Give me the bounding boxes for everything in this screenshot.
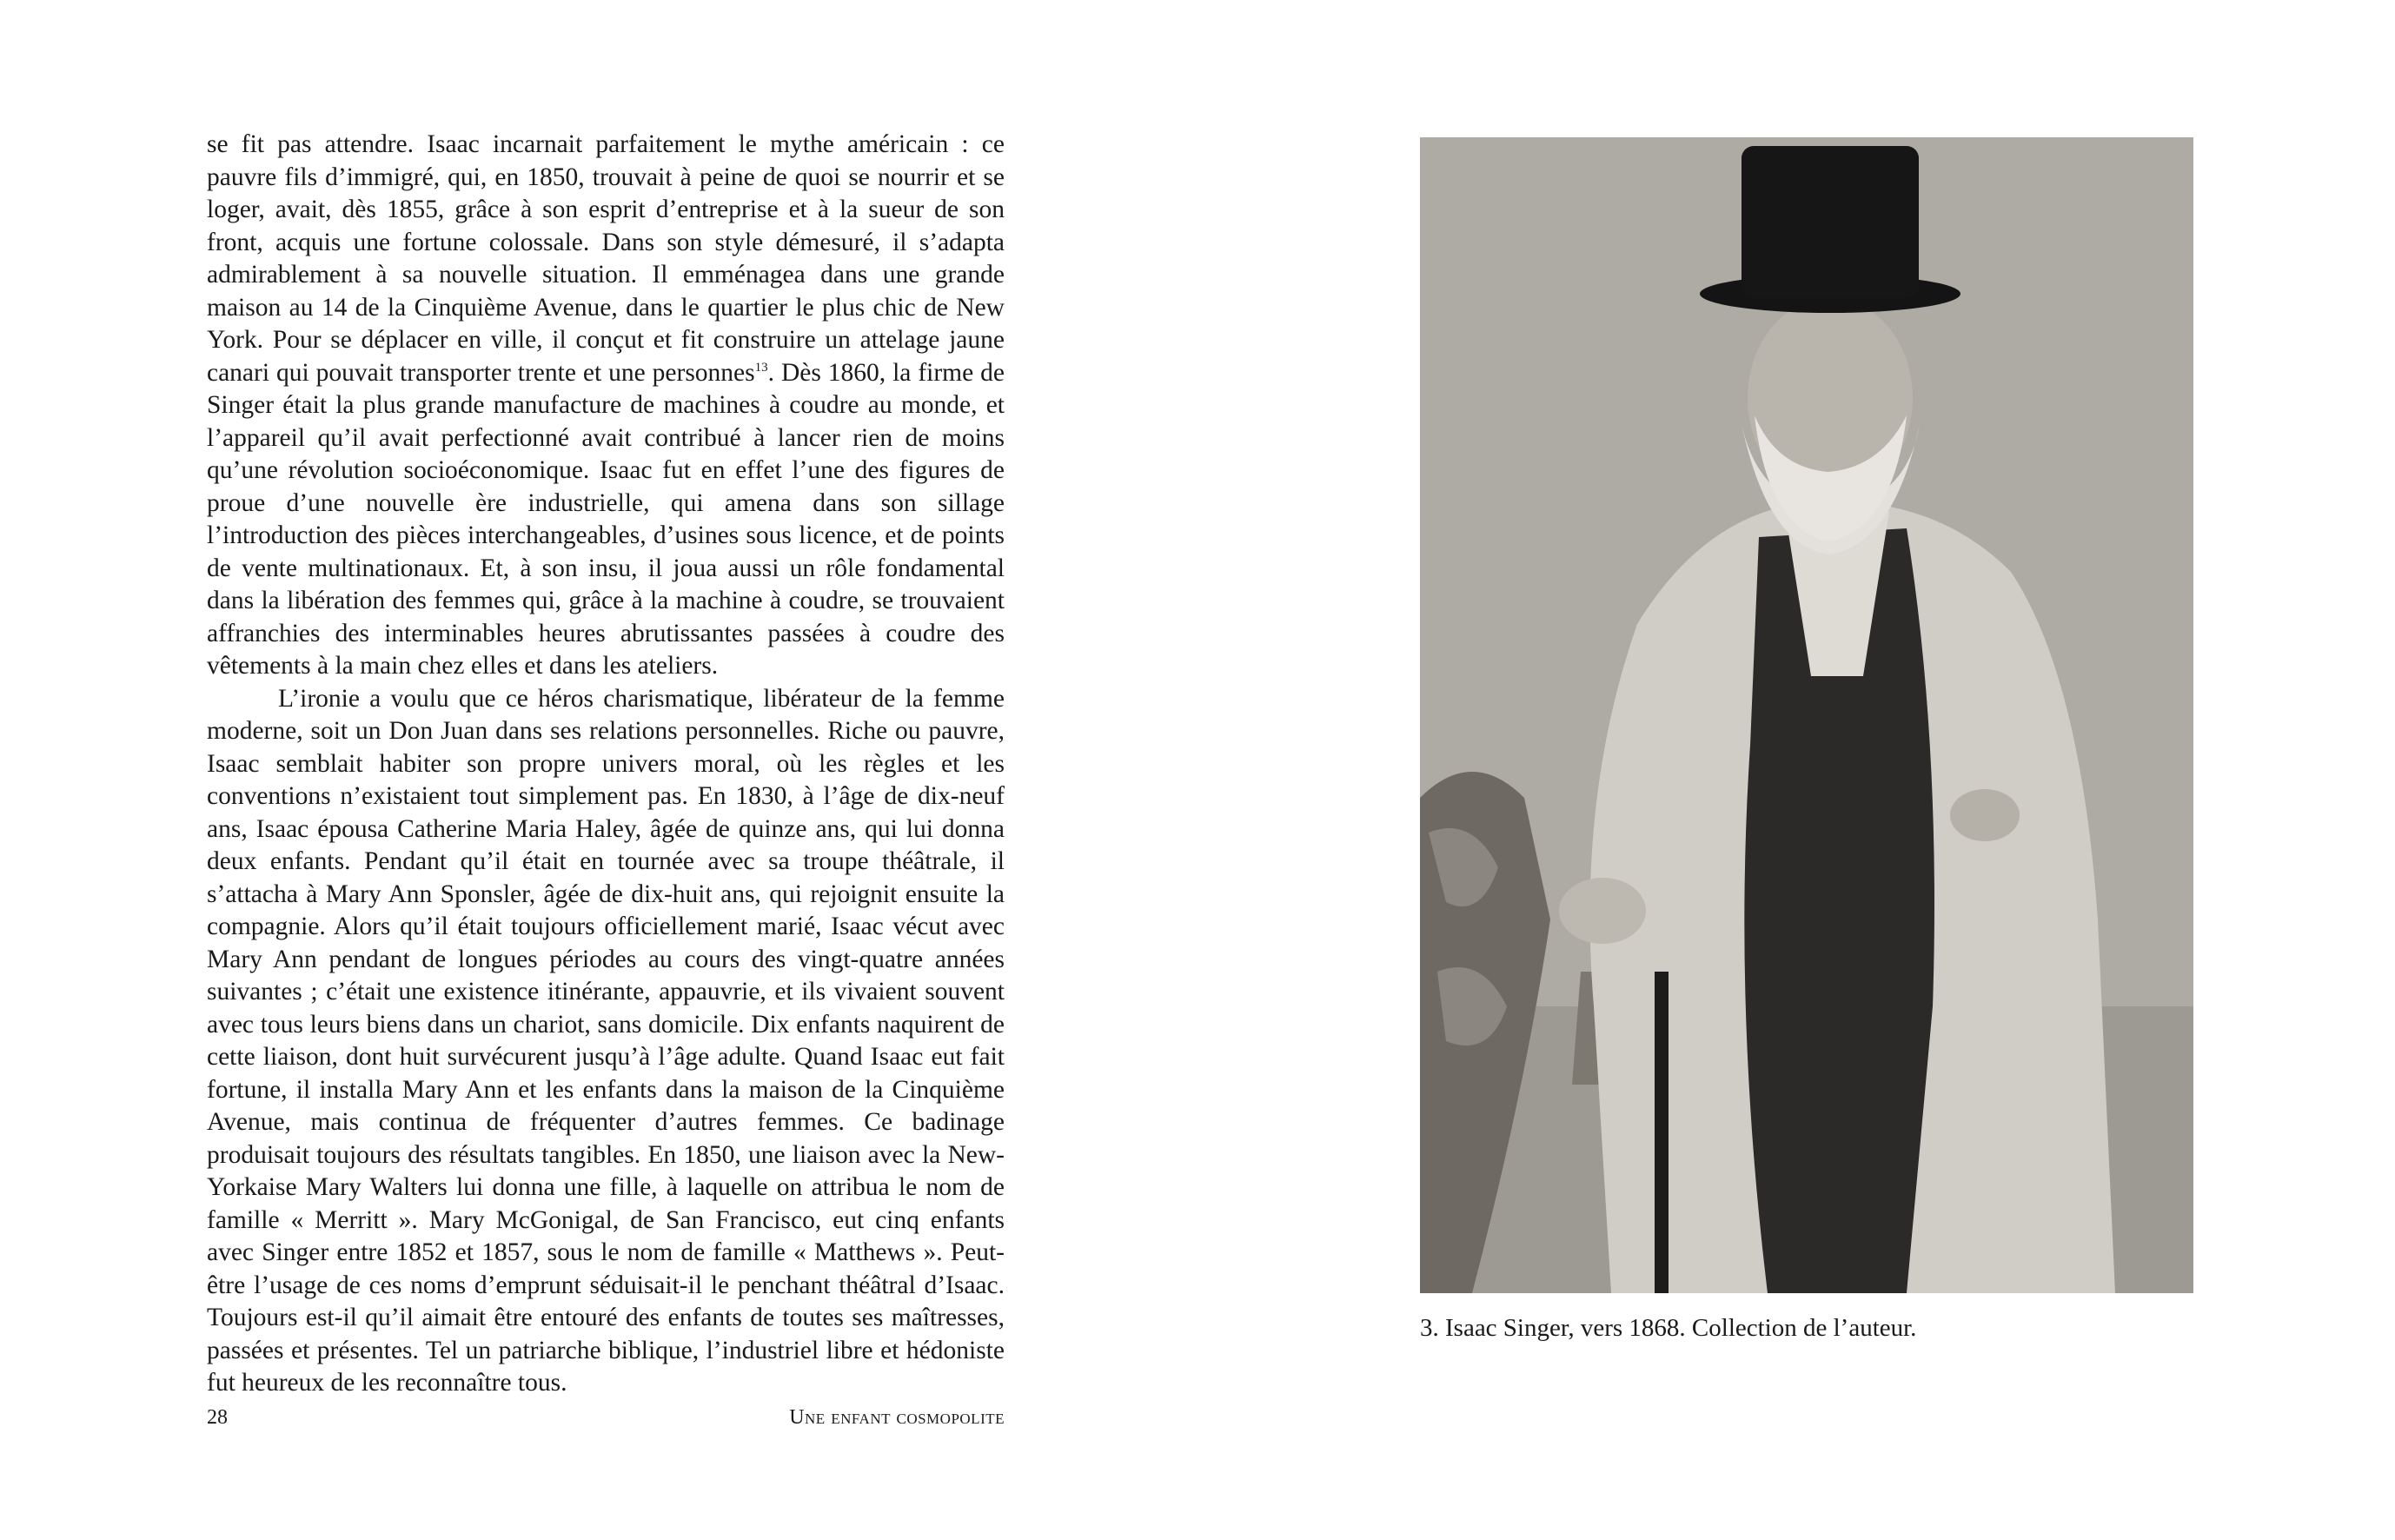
left-hand	[1950, 789, 2020, 841]
paragraph-2: L’ironie a voulu que ce héros charismatique, libérateur de la femme moderne, soit un Don Juan dans ses relations personnelles. Riche ou pauvre, Isaac semblait habiter son propre univers moral, où les règles et les conventions n’existaient tout simplement pas. En 1830, à l’âge de dix-neuf ans, Isaac épousa Catherine Maria Haley, âgée de quinze ans, qui lui donna deux enfants. Pendant qu’il était en tournée avec sa troupe théâtrale, il s’attacha à Mary Ann Sponsler, âgée de dix-huit ans, qui rejoignit ensuite la compagnie. Alors qu’il était toujours officiellement marié, Isaac vécut avec Mary Ann pendant de longues périodes au cours des vingt-quatre années suivantes ; c’était une existence itinérante, appauvrie, et ils vivaient souvent avec tous leurs biens dans un chariot, sans domicile. Dix enfants naquirent de cette liaison, dont huit survécurent jusqu’à l’âge adulte. Quand Isaac eut fait fortune, il installa Mary Ann et les enfants dans la maison de la Cinquième Avenue, mais continua de fréquenter d’autres femmes. Ce badinage produisait toujours des résultats tangibles. En 1850, une liaison avec la New-Yorkaise Mary Walters lui donna une fille, à laquelle on attribua le nom de famille « Merritt ». Mary McGonigal, de San Francisco, eut cinq enfants avec Singer entre 1852 et 1857, sous le nom de famille « Matthews ». Peut-être l’usage de ces noms d’emprunt séduisait-il le penchant théâtral d’Isaac. Toujours est-il qu’il aimait être entouré des enfants de toutes ses maîtresses, passées et présentes. Tel un patriarche biblique, l’industriel libre et hédoniste fut heureux de les reconnaître tous.	[207, 684, 1005, 1397]
paragraph-1-part-2: . Dès 1860, la firme de Singer était la plus grande manufacture de machines à coudre au monde, et l’appareil qu’il avait perfectionné avait contribué à lancer rien de moins qu’une révolution socioéconomique. Isaac fut en effet l’une des figures de proue d’une nouvelle ère industrielle, qui amena dans son sillage l’introduction des pièces interchangeables, d’usines sous licence, et de points de vente multinationaux. Et, à son insu, il joua aussi un rôle fondamental dans la libération des femmes qui, grâce à la machine à coudre, se trouvaient affranchies des interminables heures abrutissantes passées à coudre des vêtements à la main chez elles et dans les ateliers.	[207, 358, 1005, 680]
portrait-illustration	[1420, 137, 2193, 1293]
body-text	[207, 129, 1005, 1400]
right-page	[1198, 0, 2395, 1540]
portrait-photo	[1420, 137, 2193, 1293]
page-number: 28	[207, 1406, 228, 1429]
right-hand	[1559, 878, 1646, 944]
paragraph-1-part-1: se fit pas attendre. Isaac incarnait parfaitement le mythe américain : ce pauvre fils d’immigré, qui, en 1850, trouvait à peine de quoi se nourrir et se loger, avait, dès 1855, grâce à son esprit d’entreprise et à la sueur de son front, acquis une fortune colossale. Dans son style démesuré, il s’adapta admirablement à sa nouvelle situation. Il emménagea dans une grande maison au 14 de la Cinquième Avenue, dans le quartier le plus chic de New York. Pour se déplacer en ville, il conçut et fit construire un attelage jaune canari qui pouvait transporter trente et une personnes	[207, 130, 1005, 387]
hat-crown	[1742, 146, 1919, 298]
paragraph-1	[207, 129, 1005, 683]
footnote-ref[interactable]: 13	[754, 360, 768, 375]
cane	[1655, 972, 1669, 1293]
photo-caption: 3. Isaac Singer, vers 1868. Collection de l’auteur.	[1420, 1314, 1917, 1342]
running-head: Une enfant cosmopolite	[789, 1406, 1005, 1429]
